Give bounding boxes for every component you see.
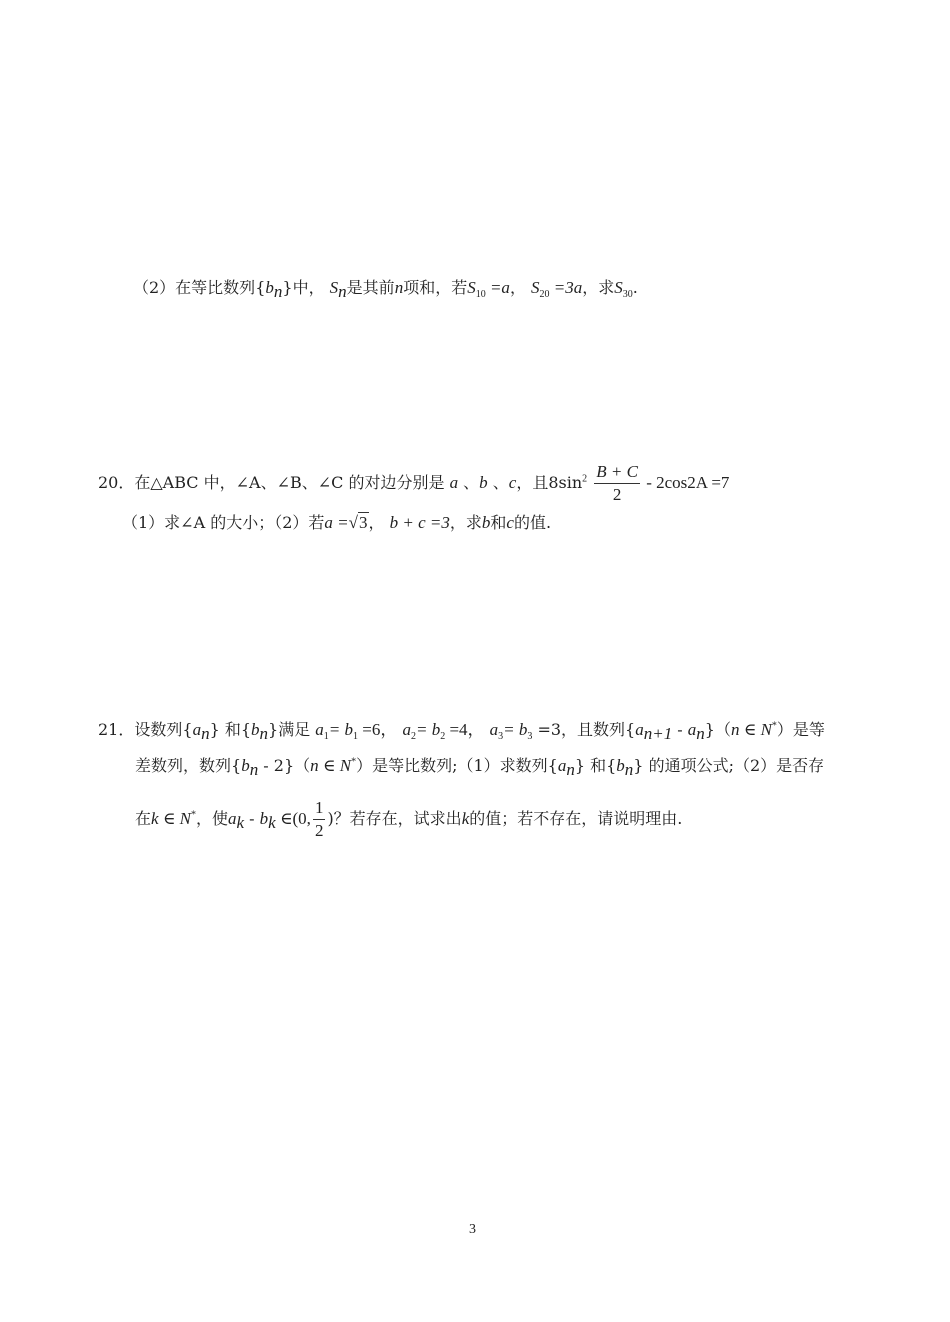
q20-line2: （1）求∠A 的大小；（2）若a =√3， b + c =3，求b和c的值. [122, 513, 552, 532]
q20-number: 20． [98, 473, 135, 492]
fraction-b-plus-c-over-2: $\frac{B + C}{2}$ [596, 462, 638, 504]
q21-line1: 21．设数列$\{a_n\}$ 和$\{b_n\}$满足 $a_1= b_1 =6$， $a_2= b_2 =4$， $a_3= b_3 =3$，且数列$\{a_{n+1} - a_n\}(n$ ∈ N*）是等 [98, 720, 825, 744]
q21-line3: 在k ∈ N*，使$a_k - b_k$ ∈(0, $\frac{1}{2}$ )？若存在，试求出k的值；若不存在，请说明理由. [135, 798, 683, 840]
q20-line1: 20．在△ABC 中，∠A、∠B、∠C 的对边分别是 a 、b 、c，且$8\sin^2$ $\frac{B + C}{2}$ - 2cos2A =7 [98, 462, 730, 504]
fraction-one-half: $\frac{1}{2}$ [314, 798, 324, 840]
q21-line2: 差数列，数列$\{b_n - 2\}(n$ ∈ N*）是等比数列;（1）求数列$\{a_n\}$ 和$\{b_n\}$ 的通项公式;（2）是否存 [135, 756, 825, 780]
q19-part2-label: （2）在等比数列 [133, 278, 256, 297]
page-number: 3 [469, 1222, 476, 1237]
sqrt-3: √3 [348, 513, 368, 532]
var-b: b [265, 278, 274, 297]
q19-part2-line: （2）在等比数列$\{b_n\}$中， $S_n$是其前n项和，若$S_{10} =a$， $S_{20} =3a$，求$S_{30}$. [133, 278, 638, 302]
q21-number: 21． [98, 720, 135, 739]
